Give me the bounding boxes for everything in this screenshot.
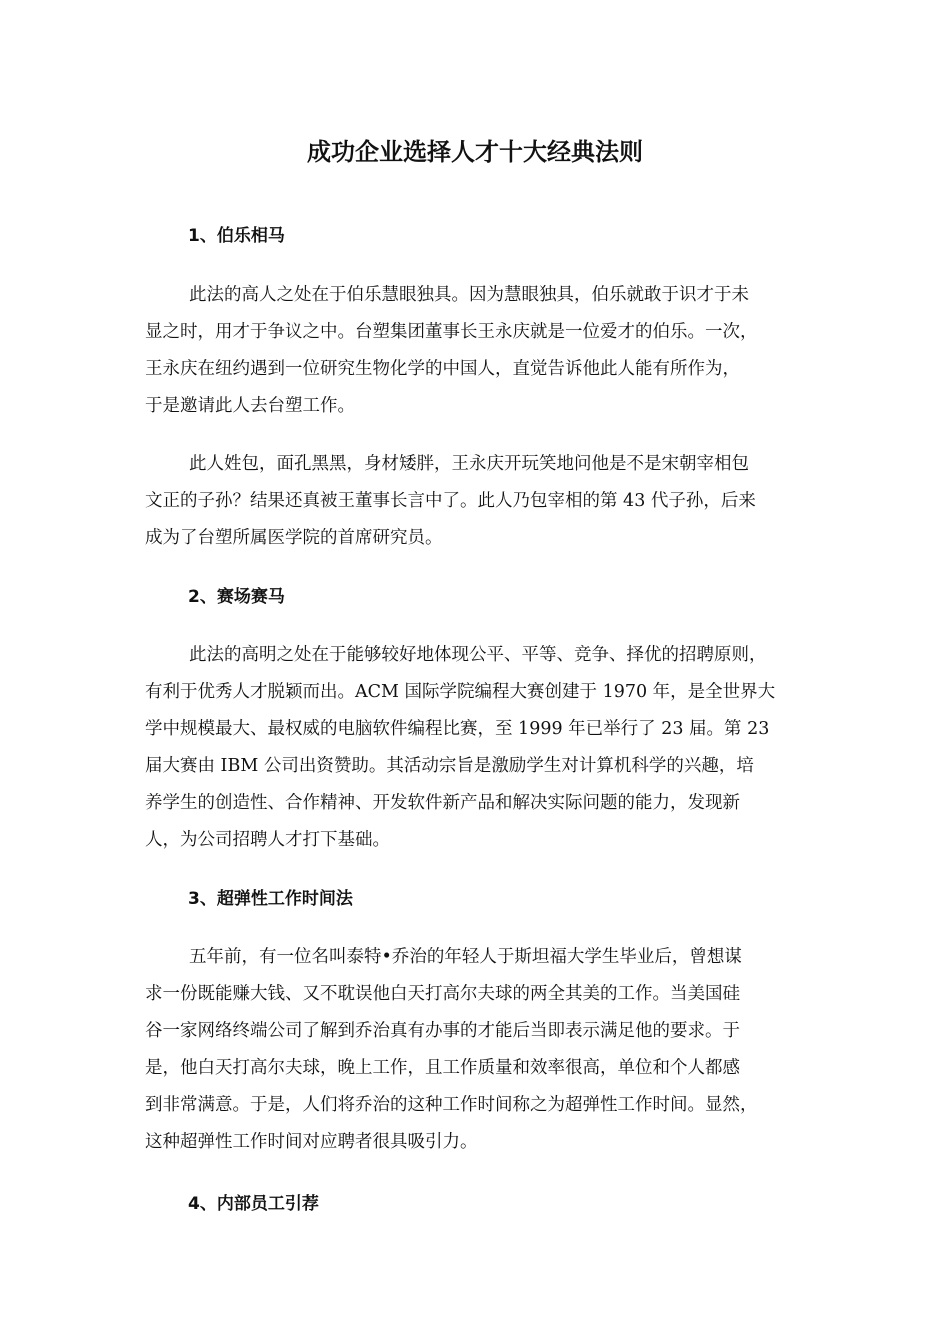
paragraph-line: 这种超弹性工作时间对应聘者很具吸引力。 [145, 1132, 478, 1152]
paragraph-line: 显之时，用才于争议之中。台塑集团董事长王永庆就是一位爱才的伯乐。一次， [145, 322, 758, 342]
section-2-paragraph-1 [145, 637, 805, 859]
paragraph-line: 谷一家网络终端公司了解到乔治真有办事的才能后当即表示满足他的要求。于 [145, 1021, 740, 1041]
paragraph-line: 养学生的创造性、合作精神、开发软件新产品和解决实际问题的能力，发现新 [145, 793, 740, 813]
paragraph-line: 王永庆在纽约遇到一位研究生物化学的中国人，直觉告诉他此人能有所作为， [145, 359, 740, 379]
paragraph-line: 人，为公司招聘人才打下基础。 [145, 830, 390, 850]
section-1-paragraph-1 [145, 277, 805, 425]
paragraph-line: 此法的高明之处在于能够较好地体现公平、平等、竞争、择优的招聘原则， [189, 645, 767, 665]
section-heading-1: 1、伯乐相马 [188, 226, 285, 246]
paragraph-line: 届大赛由 IBM 公司出资赞助。其活动宗旨是激励学生对计算机科学的兴趣，培 [145, 756, 754, 776]
paragraph-line: 到非常满意。于是，人们将乔治的这种工作时间称之为超弹性工作时间。显然， [145, 1095, 758, 1115]
paragraph-line: 求一份既能赚大钱、又不耽误他白天打高尔夫球的两全其美的工作。当美国硅 [145, 984, 740, 1004]
paragraph-line: 于是邀请此人去台塑工作。 [145, 396, 355, 416]
section-3-paragraph-1 [145, 939, 805, 1161]
paragraph-line: 此法的高人之处在于伯乐慧眼独具。因为慧眼独具，伯乐就敢于识才于未 [189, 285, 749, 305]
paragraph-line: 成为了台塑所属医学院的首席研究员。 [145, 528, 443, 548]
section-heading-4: 4、内部员工引荐 [188, 1194, 319, 1214]
paragraph-line: 文正的子孙？结果还真被王董事长言中了。此人乃包宰相的第 43 代子孙，后来 [145, 491, 756, 511]
section-heading-3: 3、超弹性工作时间法 [188, 889, 353, 909]
paragraph-line: 学中规模最大、最权威的电脑软件编程比赛，至 1999 年已举行了 23 届。第 23 [145, 719, 770, 739]
paragraph-line: 五年前，有一位名叫泰特•乔治的年轻人于斯坦福大学生毕业后，曾想谋 [189, 947, 742, 967]
document-title: 成功企业选择人才十大经典法则 [307, 138, 643, 166]
paragraph-line: 此人姓包，面孔黑黑，身材矮胖，王永庆开玩笑地问他是不是宋朝宰相包 [189, 454, 749, 474]
section-1-paragraph-2 [145, 446, 805, 557]
section-heading-2: 2、赛场赛马 [188, 587, 285, 607]
paragraph-line: 有利于优秀人才脱颖而出。ACM 国际学院编程大赛创建于 1970 年，是全世界大 [145, 682, 776, 702]
paragraph-line: 是，他白天打高尔夫球，晚上工作，且工作质量和效率很高，单位和个人都感 [145, 1058, 740, 1078]
